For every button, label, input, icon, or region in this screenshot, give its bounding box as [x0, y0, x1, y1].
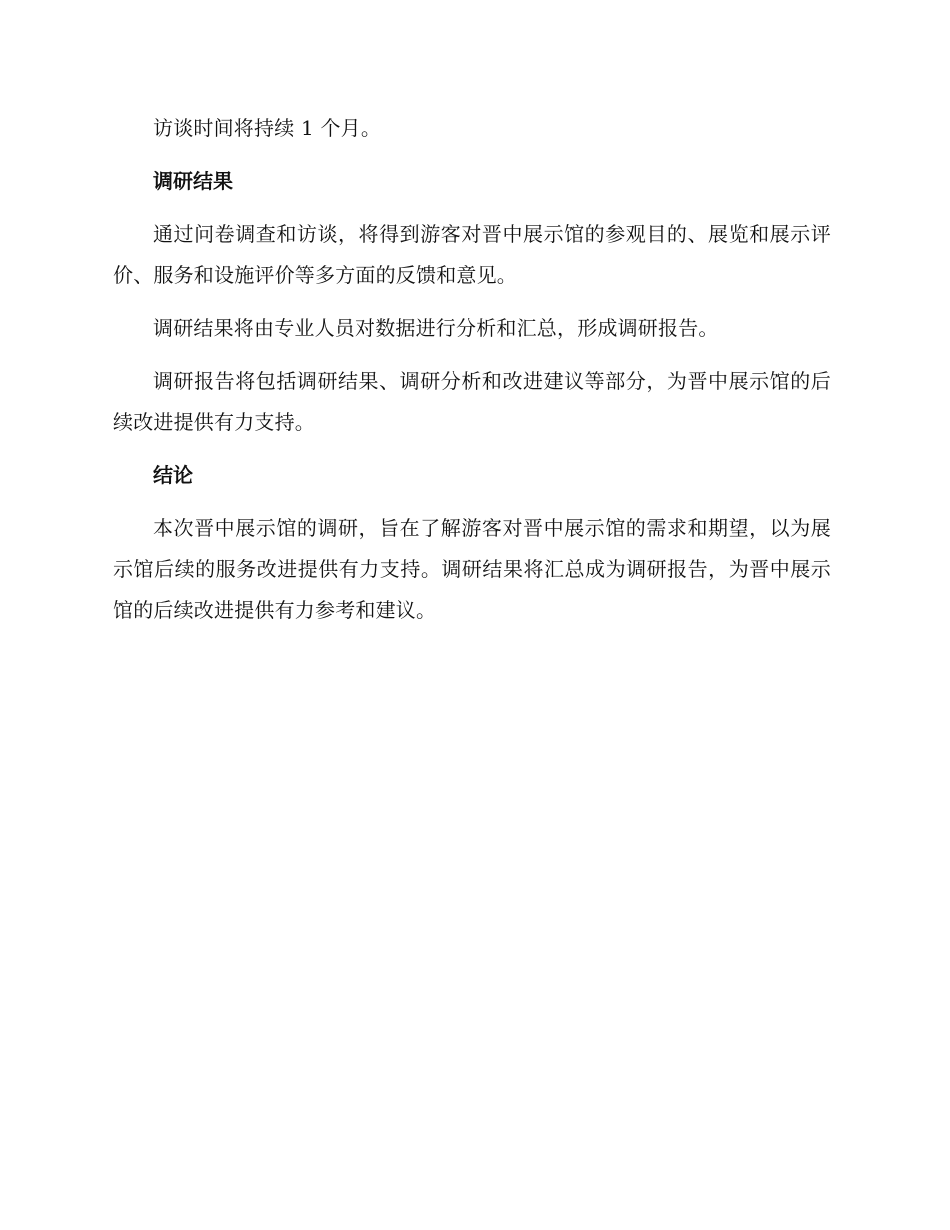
results-report-paragraph: 调研报告将包括调研结果、调研分析和改进建议等部分，为晋中展示馆的后续改进提供有力支持。	[113, 369, 831, 434]
interview-duration-paragraph: 访谈时间将持续 1 个月。	[153, 116, 382, 140]
document-page	[113, 108, 831, 643]
results-feedback-paragraph: 通过问卷调查和访谈，将得到游客对晋中展示馆的参观目的、展览和展示评价、服务和设施评价等多方面的反馈和意见。	[113, 222, 831, 287]
conclusion-heading: 结论	[153, 463, 193, 487]
results-analysis-paragraph: 调研结果将由专业人员对数据进行分析和汇总，形成调研报告。	[153, 316, 719, 340]
results-heading: 调研结果	[153, 169, 233, 193]
conclusion-paragraph: 本次晋中展示馆的调研，旨在了解游客对晋中展示馆的需求和期望，以为展示馆后续的服务改进提供有力支持。调研结果将汇总成为调研报告，为晋中展示馆的后续改进提供有力参考和建议。	[113, 516, 831, 622]
